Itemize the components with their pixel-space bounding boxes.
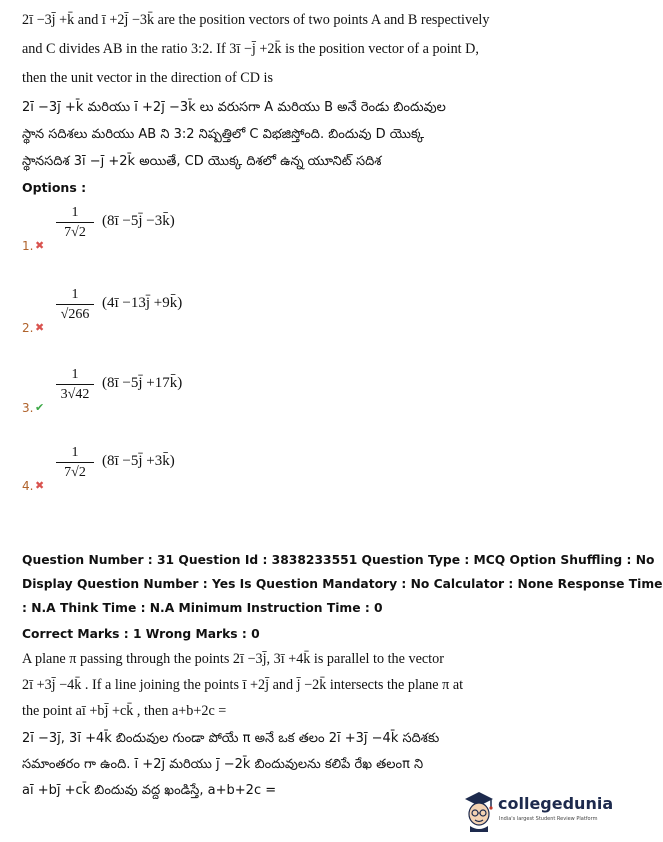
fraction-numerator: 1	[71, 287, 79, 302]
fraction-numerator: 1	[71, 367, 79, 382]
option-fraction	[54, 287, 96, 323]
fraction-denominator: 7√2	[64, 465, 86, 480]
question-text-telugu-line: స్థానసదిశ 3ī −j̄ +2k̄ అయితే, CD యొక్క దిశలో ఉన్న యూనిట్ సదిశ	[22, 154, 382, 169]
question-meta-line: Display Question Number : Yes Is Question Mandatory : No Calculator : None Response Time	[22, 577, 663, 591]
wrong-mark-icon: ✖	[35, 321, 45, 334]
fraction-denominator: 7√2	[64, 225, 86, 240]
collegedunia-logo	[462, 790, 614, 834]
question-text-line: and C divides AB in the ratio 3:2. If 3ī −j̄ +2k̄ is the position vector of a point D,	[22, 41, 479, 57]
logo-tagline: India's largest Student Review Platform	[499, 816, 598, 822]
fraction-denominator: 3√42	[60, 387, 90, 402]
question-text-line: A plane π passing through the points 2ī −3j̄, 3ī +4k̄ is parallel to the vector	[22, 651, 444, 667]
question-meta-line: : N.A Think Time : N.A Minimum Instruction Time : 0	[22, 601, 383, 615]
option-expression: (8ī −5j̄ +17k̄)	[102, 375, 183, 391]
fraction-bar	[56, 222, 94, 223]
question-text-line: the point aī +bj̄ +ck̄ , then a+b+2c =	[22, 703, 227, 719]
option-number: 2.	[22, 321, 34, 335]
question-text-line: 2ī −3j̄ +k̄ and ī +2j̄ −3k̄ are the position vectors of two points A and B respectively	[22, 12, 490, 28]
fraction-bar	[56, 384, 94, 385]
option-fraction	[54, 445, 96, 481]
question-meta-line: Question Number : 31 Question Id : 3838233551 Question Type : MCQ Option Shuffling : No	[22, 553, 655, 567]
question-text-telugu-line: 2ī −3j̄ +k̄ మరియు ī +2j̄ −3k̄ లు వరుసగా A మరియు B అనే రెండు బిందువుల	[22, 100, 446, 115]
question-text-telugu-line: 2ī −3j̄, 3ī +4k̄ బిందువుల గుండా పోయే π అనే ఒక తలం 2ī +3j̄ −4k̄ సదిశకు	[22, 731, 440, 746]
option-number: 3.	[22, 401, 34, 415]
marks-line: Correct Marks : 1 Wrong Marks : 0	[22, 627, 260, 641]
option-expression: (8ī −5j̄ −3k̄)	[102, 213, 175, 229]
logo-wordmark: collegedunia	[498, 794, 614, 813]
fraction-bar	[56, 462, 94, 463]
option-fraction	[54, 367, 96, 403]
question-text-telugu-line: సమాంతరం గా ఉంది. ī +2j̄ మరియు j̄ −2k̄ బిందువులను కలిపే రేఖ తలంπ ని	[22, 757, 424, 772]
option-number: 4.	[22, 479, 34, 493]
question-text-telugu-line: స్థాన సదిశలు మరియు AB ని 3:2 నిష్పత్తిలో C విభజిస్తోంది. బిందువు D యొక్క	[22, 127, 425, 142]
wrong-mark-icon: ✖	[35, 479, 45, 492]
fraction-denominator: √266	[60, 307, 90, 322]
fraction-numerator: 1	[71, 445, 79, 460]
wrong-mark-icon: ✖	[35, 239, 45, 252]
check-mark-icon: ✔	[35, 401, 45, 414]
question-text-line: 2ī +3j̄ −4k̄ . If a line joining the points ī +2j̄ and j̄ −2k̄ intersects the plane π at	[22, 677, 464, 693]
option-number: 1.	[22, 239, 34, 253]
graduate-mascot-icon	[462, 790, 496, 832]
option-fraction	[54, 205, 96, 241]
option-item	[22, 287, 282, 337]
question-text-telugu-line: aī +bj̄ +ck̄ బిందువు వద్ద ఖండిస్తే, a+b+2c =	[22, 783, 277, 798]
option-expression: (8ī −5j̄ +3k̄)	[102, 453, 175, 469]
fraction-numerator: 1	[71, 205, 79, 220]
option-item	[22, 205, 282, 255]
options-label: Options :	[22, 180, 87, 195]
option-item	[22, 445, 282, 495]
fraction-bar	[56, 304, 94, 305]
option-item	[22, 367, 282, 417]
option-expression: (4ī −13j̄ +9k̄)	[102, 295, 183, 311]
question-text-line: then the unit vector in the direction of CD is	[22, 70, 273, 86]
